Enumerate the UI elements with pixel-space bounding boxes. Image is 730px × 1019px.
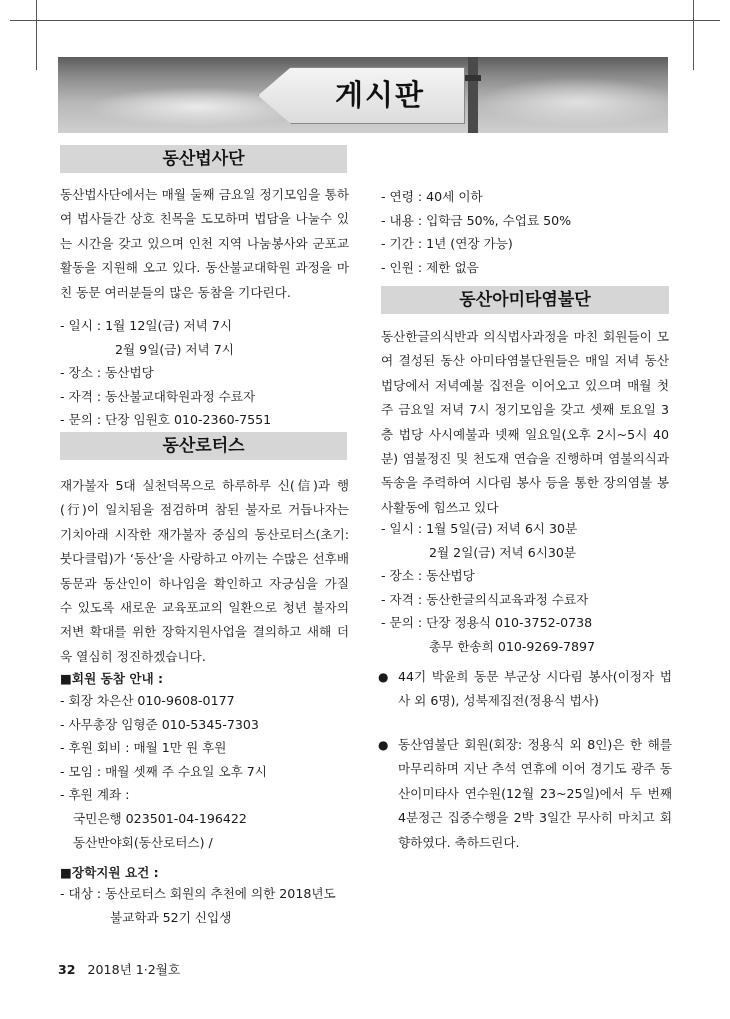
list-item: - 자격 : 동산불교대학원과정 수료자 [60, 388, 256, 404]
list-item: 총무 한송희 010-9269-7897 [429, 638, 596, 654]
list-item: - 모임 : 매월 셋째 주 수요일 오후 7시 [60, 763, 267, 779]
bullet-icon: ● [378, 738, 389, 752]
frame-line-left [36, 0, 37, 70]
page-number: 32 [58, 962, 76, 977]
member-guide-list [60, 689, 267, 854]
list-item: - 대상 : 동산로터스 회원의 추천에 의한 2018년도 [60, 886, 336, 901]
list-item: 2월 2일(금) 저녁 6시30분 [429, 544, 577, 560]
list-item: 동산반야회(동산로터스) / [73, 834, 213, 850]
notice-text: 동산염불단 회원(회장: 정용식 외 8인)은 한 해를 마무리하며 지난 추석 연휴에 이어 경기도 광주 동산이미타사 연수원(12월 23~25일)에서 두 번째 4분정근 집중수행을 2박 3일간 무사히 마치고 회향하였다. 축하드린다. [398, 737, 672, 850]
section-title-lotus: 동산로터스 [60, 432, 347, 460]
list-item: 국민은행 023501-04-196422 [73, 810, 247, 826]
list-item: - 자격 : 동산한글의식교육과정 수료자 [381, 591, 589, 607]
lotus-paragraph: 재가불자 5대 실천덕목으로 하루하루 신(信)과 행(行)이 일치됨을 점검하며 참된 불자로 거듭나자는 기치아래 시작한 재가불자 중심의 동산로터스(초기:붓다클럽)가 ‘동산’을 사랑하고 아끼는 수많은 선후배 동문과 동산인이 하나임을 확인하고 자긍심을 가질 수 있도록 새로운 교육포교의 일환으로 청년 불자의 저변 확대를 위한 장학지원사업을 결의하고 새해 더욱 열심히 정진하겠습니다. [60, 478, 349, 664]
list-item: - 연령 : 40세 이하 [381, 189, 483, 204]
cloud-decoration [478, 77, 668, 127]
notice-item [378, 733, 672, 853]
list-item: - 문의 : 단장 정용식 010-3752-0738 [381, 615, 593, 631]
list-item: - 기간 : 1년 (연장 가능) [381, 236, 513, 252]
list-item: 불교학과 52기 신입생 [110, 909, 232, 925]
signpost-cap [465, 75, 481, 81]
list-item: - 장소 : 동산법당 [381, 568, 475, 584]
amita-info-list [381, 517, 595, 659]
lotus-conditions-list [381, 185, 571, 279]
list-item: - 후원 계좌 : [60, 787, 130, 803]
list-item: - 인원 : 제한 없음 [381, 259, 479, 275]
signpost-pole [468, 57, 478, 133]
list-item: - 일시 : 1월 5일(금) 저녁 6시 30분 [381, 521, 578, 536]
list-item: - 일시 : 1월 12일(금) 저녁 7시 [60, 318, 233, 333]
amita-paragraph: 동산한글의식반과 의식법사과정을 마친 회원들이 모여 결성된 동산 아미타염불단원들은 매일 저녁 동산법당에서 저녁예불 집전을 이어오고 있으며 매월 첫 주 금요일 저녁 7시 정기모임을 갖고 셋째 토요일 3층 법당 사시예불과 넷째 일요일(오후 2시~5시 40분) 염불정진 및 천도재 연습을 진행하며 염불의식과 독송을 주력하여 시다림 봉사 등을 통한 장의염불 봉사활동에 힘쓰고 있다 [381, 329, 669, 515]
section-title-amita: 동산아미타염불단 [381, 286, 669, 314]
beopsadan-paragraph: 동산법사단에서는 매월 둘째 금요일 정기모임을 통하여 법사들간 상호 친목을 도모하며 법담을 나눌수 있는 시간을 갖고 있으며 인천 지역 나눔봉사와 군포교 활동을 지원해 오고 있다. 동산불교대학원 과정을 마친 동문 여러분들의 많은 동참을 기다린다. [60, 187, 349, 300]
scholarship-title: ■장학지원 요건 : [60, 865, 159, 880]
scholarship-list [60, 882, 336, 929]
list-item: - 사무총장 임형준 010-5345-7303 [60, 716, 259, 732]
notice-item [378, 665, 672, 715]
list-item: - 후원 회비 : 매월 1만 원 후원 [60, 740, 227, 756]
list-item: - 장소 : 동산법당 [60, 365, 154, 381]
frame-line-horizontal [10, 20, 720, 21]
list-item: - 문의 : 단장 임원호 010-2360-7551 [60, 412, 272, 428]
beopsadan-info-list [60, 314, 271, 432]
page-title: 게시판 [334, 78, 426, 112]
member-guide-title: ■회원 동참 안내 : [60, 671, 164, 686]
page-footer [58, 959, 180, 978]
notice-text: 44기 박윤희 동문 부군상 시다림 봉사(이정자 법사 외 6명), 성북제집전(정용식 법사) [398, 669, 673, 709]
frame-line-right [693, 0, 694, 70]
section-title-beopsadan: 동산법사단 [60, 145, 347, 173]
list-item: 2월 9일(금) 저녁 7시 [115, 341, 234, 357]
list-item: - 내용 : 입학금 50%, 수업료 50% [381, 212, 572, 228]
list-item: - 회장 차은산 010-9608-0177 [60, 693, 235, 708]
bullet-icon: ● [378, 670, 389, 684]
issue-label: 2018년 1·2월호 [87, 962, 181, 977]
